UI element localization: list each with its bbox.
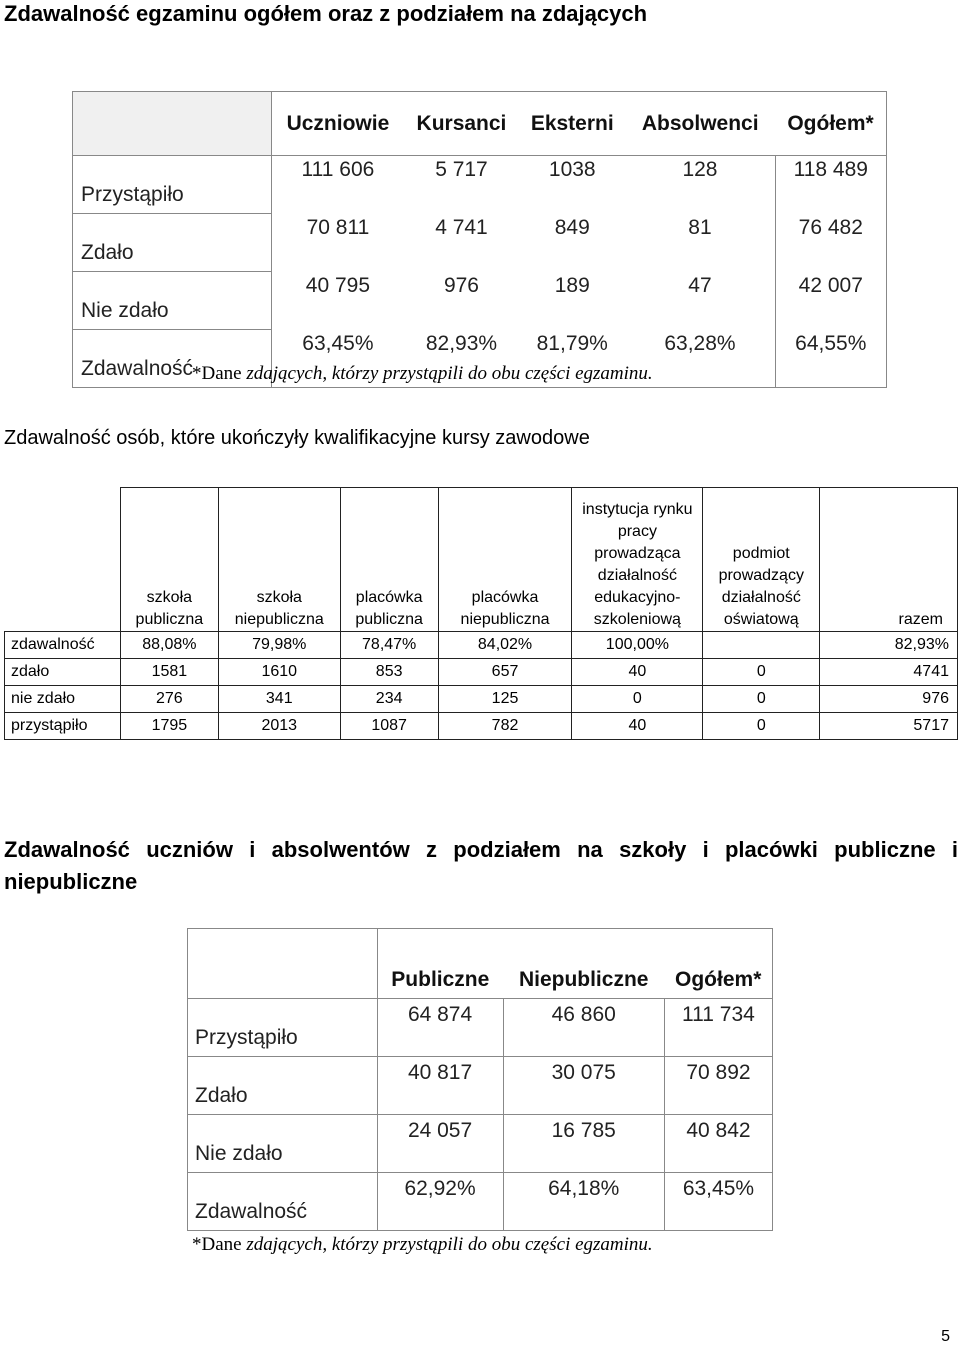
corner-cell [73,92,272,156]
table-cell: 976 [443,273,479,297]
row-label: przystąpiło [5,713,121,740]
table-cell: 30 075 [503,1057,664,1115]
table-cell: 88,08% [120,632,218,659]
table-cell: 78,47% [340,632,438,659]
table-cell: 0 [703,659,820,686]
table-cell: 40 [572,659,703,686]
table-cell: 64,18% [503,1173,664,1231]
column-header: szkoła publiczna [120,488,218,632]
table-cell: 100,00% [572,632,703,659]
table-cell: 234 [340,686,438,713]
table-cell: 46 860 [503,999,664,1057]
table-row [5,713,958,740]
row-label: Przystąpiło [188,999,378,1057]
section3-title: Zdawalność uczniów i absolwentów z podziałem na szkoły i placówki publiczne i niepubliczne [4,837,958,894]
table-cell: 82,93% [820,632,958,659]
table-row [188,1173,773,1231]
exam-summary-table [72,91,887,388]
table-cell: 849 [554,215,590,239]
table-cell: 189 [554,273,590,297]
table-cell: 40 842 [664,1115,772,1173]
table-cell: 40 795 [272,272,404,330]
column-header: Eksterni [519,92,625,156]
table-cell [703,632,820,659]
table-cell: 70 892 [664,1057,772,1115]
table-cell: 657 [438,659,572,686]
table-cell: 853 [340,659,438,686]
table-cell: 42 007 [775,272,886,330]
page-number: 5 [941,1328,950,1345]
table-cell: 1038 [548,158,596,181]
table-cell: 118 489 [775,156,886,214]
table-cell: 125 [438,686,572,713]
table-row [73,214,887,272]
table-cell: 63,45% [272,330,404,388]
table-cell: 4 741 [435,215,488,239]
table-row [5,659,958,686]
row-label: Nie zdało [188,1115,378,1173]
footnote-star: *Dane [192,1234,242,1255]
table-cell: 1087 [340,713,438,740]
table-cell: 782 [438,713,572,740]
row-label: nie zdało [5,686,121,713]
table-cell: 111 606 [272,156,404,214]
table-cell: 84,02% [438,632,572,659]
table-cell: 70 811 [272,214,404,272]
table-cell: 128 [682,158,718,181]
row-label: Zdało [188,1057,378,1115]
courses-table-wrap [4,487,958,740]
row-label: Nie zdało [73,272,272,330]
table-row [188,999,773,1057]
table-cell: 0 [572,686,703,713]
table-cell: 1610 [218,659,340,686]
table-cell: 5 717 [435,158,488,181]
row-label: Przystąpiło [73,156,272,214]
footnote-text: zdających, którzy przystąpili do obu części egzaminu. [241,363,653,384]
table-cell: 82,93% [404,330,519,388]
table-cell: 81 [688,215,712,239]
table-cell: 2013 [218,713,340,740]
column-header: Niepubliczne [503,929,664,999]
table-row [73,272,887,330]
table-cell: 63,28% [625,330,775,388]
table-row [188,1115,773,1173]
column-header: szkoła niepubliczna [218,488,340,632]
table-cell: 24 057 [377,1115,503,1173]
section2-title: Zdawalność osób, które ukończyły kwalifikacyjne kursy zawodowe [4,427,590,449]
table-row [5,686,958,713]
table-cell: 40 [572,713,703,740]
column-header: Kursanci [404,92,519,156]
table-cell: 64 874 [377,999,503,1057]
table-cell: 1581 [120,659,218,686]
footnote-star: *Dane [192,363,242,384]
table-cell: 4741 [820,659,958,686]
row-label: zdawalność [5,632,121,659]
courses-table [4,487,958,740]
table-cell: 16 785 [503,1115,664,1173]
row-label: zdało [5,659,121,686]
table-cell: 341 [218,686,340,713]
row-label: Zdało [73,214,272,272]
table-cell: 40 817 [377,1057,503,1115]
column-header: instytucja rynku pracy prowadząca działalność edukacyjno-szkoleniową [572,488,703,632]
section3-footnote [192,1234,653,1256]
table-cell: 76 482 [775,214,886,272]
table-cell: 276 [120,686,218,713]
table-cell: 79,98% [218,632,340,659]
table-cell: 64,55% [775,330,886,388]
table-cell: 111 734 [664,999,772,1057]
table-cell: 5717 [820,713,958,740]
table-cell: 47 [688,273,712,297]
column-header: Uczniowie [272,92,404,156]
table-cell: 0 [703,686,820,713]
column-header: Publiczne [377,929,503,999]
footnote-text: zdających, którzy przystąpili do obu części egzaminu. [241,1234,653,1255]
row-label: Zdawalność [73,330,272,388]
column-header: Absolwenci [625,92,775,156]
corner-cell [5,488,121,632]
table-cell: 63,45% [664,1173,772,1231]
section1-footnote [192,363,653,385]
section1-title: Zdawalność egzaminu ogółem oraz z podziałem na zdających [4,1,648,26]
table-row [188,1057,773,1115]
column-header: placówka niepubliczna [438,488,572,632]
table-cell: 976 [820,686,958,713]
column-header: Ogółem* [775,92,886,156]
table-cell: 81,79% [519,330,625,388]
table-row [73,156,887,214]
row-label: Zdawalność [188,1173,378,1231]
table-row [5,632,958,659]
table-cell: 1795 [120,713,218,740]
table-cell: 0 [703,713,820,740]
column-header: placówka publiczna [340,488,438,632]
public-private-table [187,928,773,1231]
column-header: podmiot prowadzący działalność oświatową [703,488,820,632]
column-header: Ogółem* [664,929,772,999]
table-cell: 62,92% [377,1173,503,1231]
column-header: razem [820,488,958,632]
corner-cell [188,929,378,999]
